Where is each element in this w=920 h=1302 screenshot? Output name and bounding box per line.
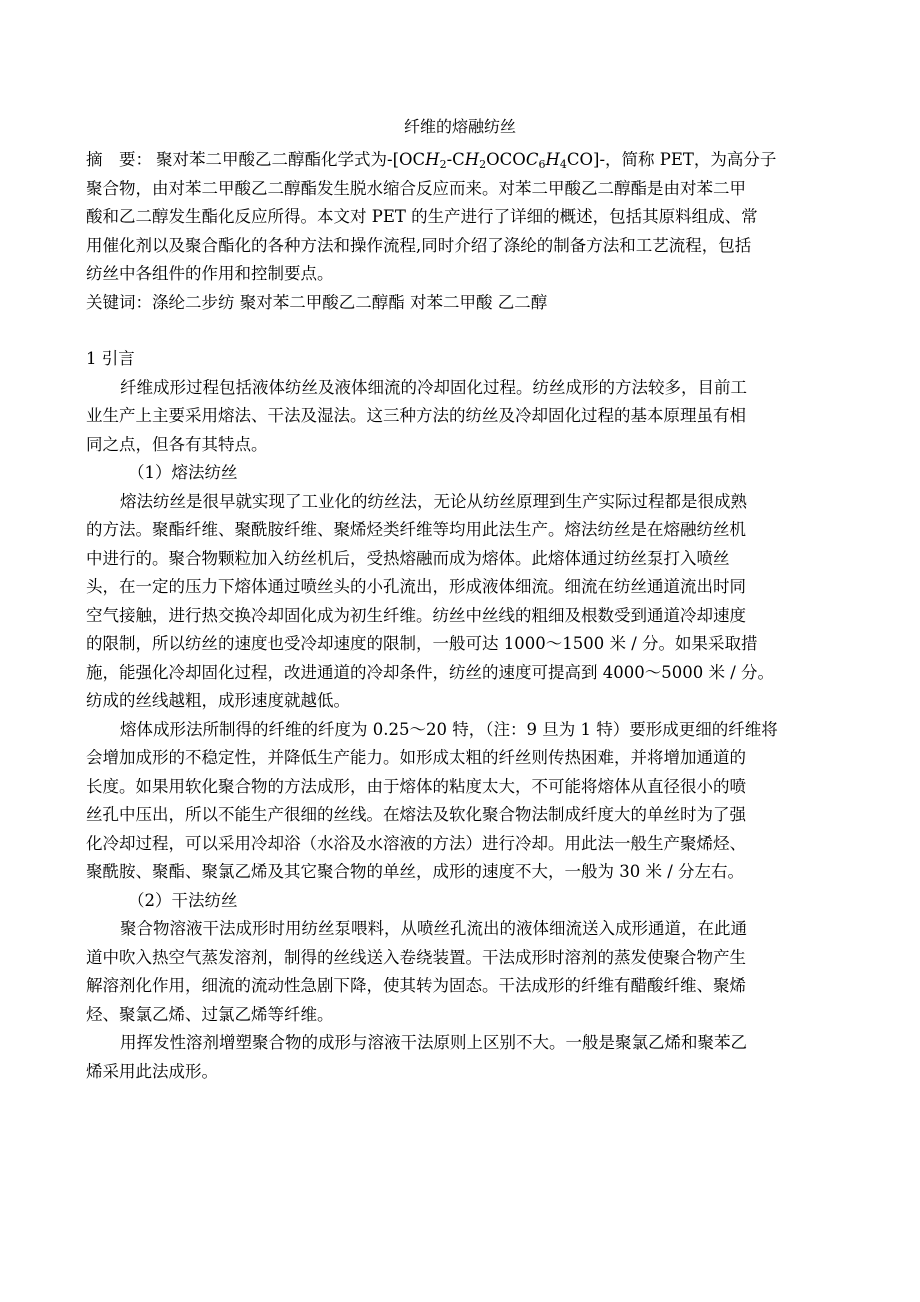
formula-prefix: 聚对苯二甲酸乙二醇酯化学式为-[OC — [156, 150, 426, 169]
formula-suffix: CO]-，简称 PET，为高分子 — [566, 150, 777, 169]
keywords: 关键词：涤纶二步纺 聚对苯二甲酸乙二醇酯 对苯二甲酸 乙二醇 — [86, 292, 548, 312]
document-title: 纤维的熔融纺丝 — [403, 117, 516, 136]
melt-paragraph-line: 的方法。聚酯纤维、聚酰胺纤维、聚烯烃类纤维等均用此法生产。熔法纺丝是在熔融纺丝机 — [86, 520, 746, 539]
melt-paragraph-line: 头，在一定的压力下熔体通过喷丝头的小孔流出，形成液体细流。细流在纺丝通道流出时同 — [86, 577, 746, 596]
document-body — [86, 146, 840, 1086]
abstract-line: 纺丝中各组件的作用和控制要点。 — [86, 264, 334, 283]
abstract-line: 用催化剂以及聚合酯化的各种方法和操作流程,同时介绍了涤纶的制备方法和工艺流程，包括 — [86, 235, 752, 255]
formula-sub-2a: 2 — [439, 158, 447, 171]
melt-paragraph2-line: 化冷却过程，可以采用冷却浴（水浴及水溶液的方法）进行冷却。用此法一般生产聚烯烃、 — [86, 833, 746, 853]
intro-line: 业生产上主要采用熔法、干法及湿法。这三种方法的纺丝及冷却固化过程的基本原理虽有相 — [86, 406, 746, 425]
formula-sub-6: 6 — [538, 158, 546, 171]
dry-paragraph-line: 聚合物溶液干法成形时用纺丝泵喂料，从喷丝孔流出的液体细流送入成形通道，在此通 — [120, 919, 747, 938]
formula-sub-2b: 2 — [479, 158, 487, 171]
dry-paragraph-line: 道中吹入热空气蒸发溶剂，制得的丝线送入卷绕装置。干法成形时溶剂的蒸发使聚合物产生 — [86, 947, 746, 967]
dry-paragraph2-line: 用挥发性溶剂增塑聚合物的成形与溶液干法原则上区别不大。一般是聚氯乙烯和聚苯乙 — [120, 1033, 747, 1052]
formula-h3: H — [545, 150, 560, 169]
melt-paragraph2-line: 熔体成形法所制得的纤维的纤度为 0.25～20 特，（注：9 旦为 1 特）要形成更细的纤维将 — [120, 719, 778, 739]
formula-h2: H — [464, 150, 480, 169]
abstract-line: 酸和乙二醇发生酯化反应所得。本文对 PET 的生产进行了详细的概述，包括其原料组成、常 — [86, 207, 758, 226]
abstract-label — [86, 146, 156, 175]
subsection-heading-melt: （1）熔法纺丝 — [128, 463, 238, 482]
dry-paragraph-line: 烃、聚氯乙烯、过氯乙烯等纤维。 — [86, 1004, 334, 1024]
melt-paragraph-line: 熔法纺丝是很早就实现了工业化的纺丝法，无论从纺丝原理到生产实际过程都是很成熟 — [120, 491, 747, 511]
melt-paragraph2-line: 丝孔中压出，所以不能生产很细的丝线。在熔法及软化聚合物法制成纤度大的单丝时为了强 — [86, 805, 746, 824]
melt-paragraph-line: 的限制，所以纺丝的速度也受冷却速度的限制，一般可达 1000～1500 米 / 分。如果采取措 — [86, 634, 758, 653]
melt-paragraph-line: 纺成的丝线越粗，成形速度就越低。 — [86, 691, 350, 710]
formula-oco: OCO — [486, 150, 526, 169]
intro-line: 同之点，但各有其特点。 — [86, 434, 268, 454]
abstract-label-char2: 要： — [119, 150, 152, 169]
abstract-first-line — [86, 146, 840, 175]
dry-paragraph-line: 解溶剂化作用，细流的流动性急剧下降，使其转为固态。干法成形的纤维有醋酸纤维、聚烯 — [86, 976, 746, 995]
section-heading: 1 引言 — [86, 349, 135, 368]
spacer — [86, 317, 840, 345]
melt-paragraph2-line: 长度。如果用软化聚合物的方法成形，由于熔体的粘度太大，不可能将熔体从直径很小的喷 — [86, 776, 746, 796]
intro-line: 纤维成形过程包括液体纺丝及液体细流的冷却固化过程。纺丝成形的方法较多，目前工 — [120, 377, 747, 397]
subsection-heading-dry: （2）干法纺丝 — [128, 890, 238, 910]
melt-paragraph-line: 施，能强化冷却固化过程，改进通道的冷却条件，纺丝的速度可提高到 4000～5000 米 / 分。 — [86, 662, 775, 682]
melt-paragraph2-line: 聚酰胺、聚酯、聚氯乙烯及其它聚合物的单丝，成形的速度不大，一般为 30 米 / 分左右。 — [86, 862, 745, 881]
formula-sub-4: 4 — [559, 158, 567, 171]
formula-dash-c: -C — [446, 150, 465, 169]
melt-paragraph-line: 中进行的。聚合物颗粒加入纺丝机后，受热熔融而成为熔体。此熔体通过纺丝泵打入喷丝 — [86, 548, 730, 568]
formula-c: C — [525, 150, 539, 169]
dry-paragraph2-line: 烯采用此法成形。 — [86, 1061, 218, 1081]
melt-paragraph-line: 空气接触，进行热交换冷却固化成为初生纤维。纺丝中丝线的粗细及根数受到通道冷却速度 — [86, 605, 746, 625]
formula-h: H — [425, 150, 440, 169]
abstract-line: 聚合物，由对苯二甲酸乙二醇酯发生脱水缩合反应而来。对苯二甲酸乙二醇酯是由对苯二甲 — [86, 178, 746, 198]
abstract-label-char1: 摘 — [86, 150, 103, 169]
melt-paragraph2-line: 会增加成形的不稳定性，并降低生产能力。如形成太粗的纤丝则传热困难，并将增加通道的 — [86, 748, 746, 767]
